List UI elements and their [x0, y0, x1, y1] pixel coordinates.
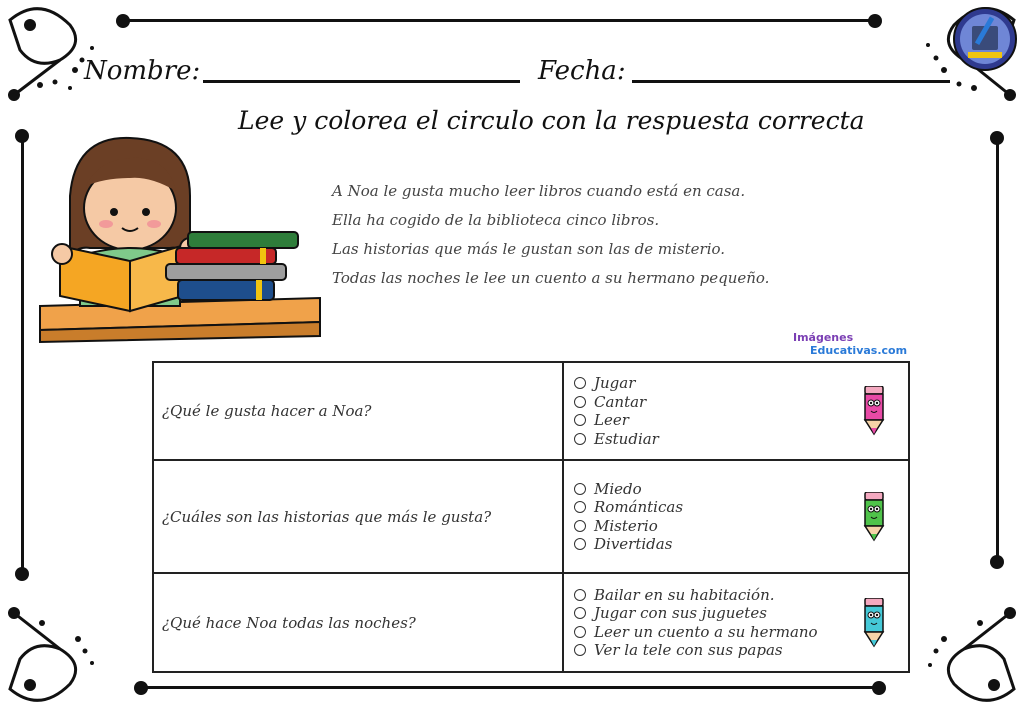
option[interactable] — [574, 535, 908, 554]
option-label: Románticas — [594, 498, 684, 516]
option[interactable] — [574, 430, 908, 449]
answer-circle[interactable] — [574, 414, 586, 426]
option-label: Miedo — [594, 479, 642, 498]
option-label: Jugar — [594, 374, 636, 392]
option-label: Cantar — [594, 392, 647, 411]
story-text — [332, 177, 769, 293]
answer-circle[interactable] — [574, 501, 586, 513]
answer-options — [563, 573, 909, 672]
question-row — [153, 362, 909, 460]
date-field-line[interactable] — [632, 80, 950, 83]
corner-ornament-top-left — [0, 0, 110, 110]
brand-line-2: Educativas.com — [810, 344, 908, 357]
option[interactable] — [574, 374, 908, 393]
answer-circle[interactable] — [574, 396, 586, 408]
option[interactable] — [574, 517, 908, 536]
name-label: Nombre: — [84, 56, 201, 86]
question-text: ¿Qué hace Noa todas las noches? — [153, 573, 563, 672]
option[interactable] — [574, 498, 908, 517]
option[interactable] — [574, 411, 908, 430]
question-text: ¿Qué le gusta hacer a Noa? — [153, 362, 563, 460]
corner-ornament-bottom-right — [914, 599, 1024, 709]
option[interactable] — [574, 623, 908, 642]
option-label: Bailar en su habitación. — [594, 585, 775, 604]
option-label: Divertidas — [594, 535, 673, 553]
option-label: Misterio — [594, 516, 658, 535]
girl-reading-illustration — [30, 136, 330, 348]
question-row — [153, 460, 909, 573]
answer-circle[interactable] — [574, 626, 586, 638]
pencil-icon — [862, 386, 886, 436]
option-label: Estudiar — [594, 429, 659, 448]
page-title: Lee y colorea el circulo con la respuesta correcta — [238, 106, 865, 135]
answer-circle[interactable] — [574, 589, 586, 601]
option-label: Leer — [594, 411, 629, 429]
question-text: ¿Cuáles son las historias que más le gusta? — [153, 460, 563, 573]
brand-line-1: Imágenes — [793, 331, 854, 344]
option-label: Jugar con sus juguetes — [594, 604, 767, 622]
corner-ornament-bottom-left — [0, 599, 110, 709]
story-line: Las historias que más le gustan son las de misterio. — [332, 240, 726, 258]
name-field-line[interactable] — [203, 80, 520, 83]
story-line: Todas las noches le lee un cuento a su hermano pequeño. — [332, 269, 770, 287]
answer-circle[interactable] — [574, 607, 586, 619]
story-line: A Noa le gusta mucho leer libros cuando está en casa. — [332, 182, 746, 200]
option[interactable] — [574, 480, 908, 499]
story-line: Ella ha cogido de la biblioteca cinco libros. — [332, 211, 660, 229]
option[interactable] — [574, 393, 908, 412]
option[interactable] — [574, 586, 908, 605]
question-row — [153, 573, 909, 672]
answer-circle[interactable] — [574, 538, 586, 550]
option[interactable] — [574, 604, 908, 623]
answer-options — [563, 460, 909, 573]
answer-circle[interactable] — [574, 644, 586, 656]
pencil-icon — [862, 598, 886, 648]
quiz-table — [152, 361, 910, 673]
option[interactable] — [574, 641, 908, 660]
answer-options — [563, 362, 909, 460]
logo-badge — [952, 6, 1018, 72]
answer-circle[interactable] — [574, 433, 586, 445]
option-label: Ver la tele con sus papas — [594, 641, 783, 659]
option-label: Leer un cuento a su hermano — [594, 622, 818, 641]
answer-circle[interactable] — [574, 483, 586, 495]
date-label: Fecha: — [538, 56, 626, 86]
brand-watermark — [793, 331, 907, 357]
answer-circle[interactable] — [574, 377, 586, 389]
answer-circle[interactable] — [574, 520, 586, 532]
pencil-icon — [862, 492, 886, 542]
